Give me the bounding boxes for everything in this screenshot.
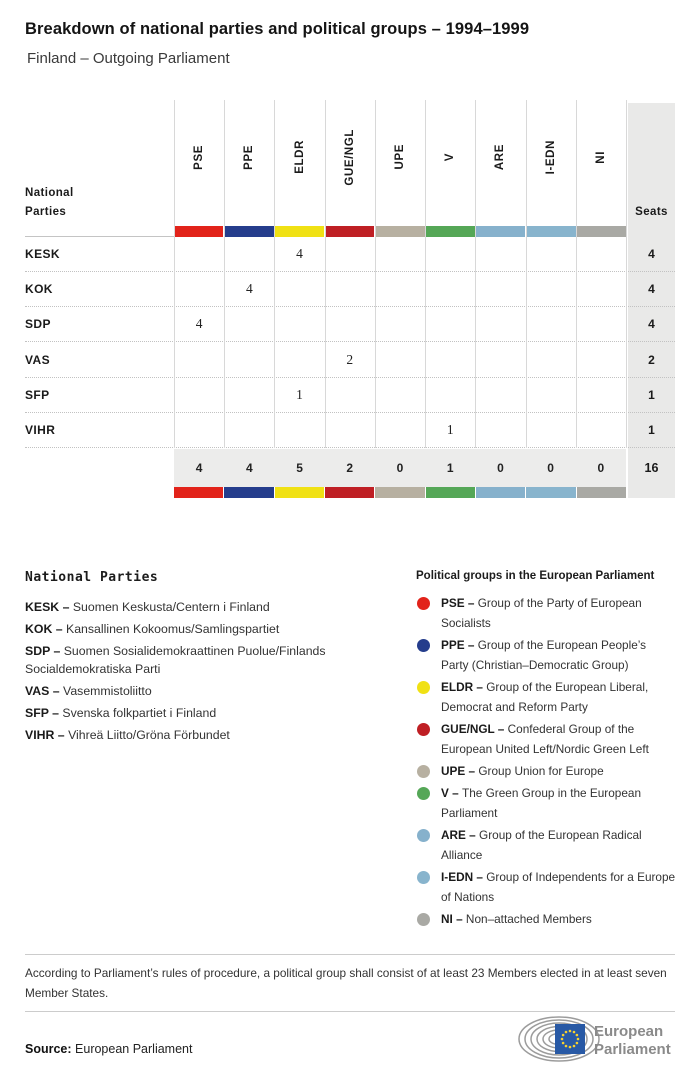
political-group-code: GUE/NGL –	[441, 722, 508, 736]
logo-text-line2: Parliament	[594, 1041, 671, 1058]
column-header-label: PPE	[243, 144, 256, 170]
political-group-name: The Green Group in the European Parliament	[441, 786, 642, 820]
column-header-I-EDN	[526, 100, 576, 226]
political-group-code: PPE –	[441, 638, 478, 652]
eu-flag-icon	[555, 1024, 585, 1054]
column-header-label: I-EDN	[544, 139, 557, 175]
group-color-dot-icon	[417, 639, 430, 652]
national-party-code: SFP –	[25, 706, 63, 720]
seat-cell: 4	[296, 246, 303, 262]
corner-label-line2: Parties	[25, 206, 67, 218]
table-row-SFP	[25, 378, 675, 413]
column-header-V	[425, 100, 475, 226]
color-bar-NI	[577, 487, 626, 498]
national-parties-legend-heading: National Parties	[25, 570, 159, 585]
color-bar-V	[426, 226, 476, 237]
column-header-PSE	[174, 100, 224, 226]
color-bar-ARE	[476, 487, 526, 498]
row-seats-value: 4	[648, 247, 655, 262]
national-party-item	[25, 726, 405, 744]
political-group-text	[441, 719, 676, 759]
political-group-text	[441, 635, 676, 675]
total-cell: 0	[497, 461, 504, 475]
color-bar-V	[426, 487, 476, 498]
political-group-code: PSE –	[441, 596, 478, 610]
total-cell: 0	[396, 461, 404, 475]
table-row-VAS	[25, 342, 675, 377]
national-party-item	[25, 598, 405, 616]
political-group-text	[441, 761, 676, 781]
color-bar-GUE/NGL	[325, 487, 375, 498]
national-party-name: Svenska folkpartiet i Finland	[62, 706, 217, 720]
logo-text-line1: European	[594, 1023, 664, 1040]
party-label: VAS	[25, 352, 50, 367]
column-header-PPE	[224, 100, 274, 226]
political-group-name: Confederal Group of the European United Left/Nordic Green Left	[441, 722, 649, 756]
seats-table	[25, 100, 675, 500]
row-cells	[174, 307, 626, 341]
political-group-name: Group of the European People’s Party (Christian–Democratic Group)	[441, 638, 647, 672]
color-bar-PSE	[174, 487, 224, 498]
column-header-NI	[576, 100, 626, 226]
page-title: Breakdown of national parties and political groups – 1994–1999	[25, 20, 530, 38]
national-parties-legend	[25, 570, 405, 748]
column-header-label: ELDR	[293, 140, 306, 174]
national-party-name: Vihreä Liitto/Gröna Förbundet	[68, 728, 230, 742]
column-header-label: V	[444, 152, 457, 162]
corner-label-line1: National	[25, 187, 74, 199]
source-line	[25, 1042, 192, 1056]
table-row-KOK	[25, 272, 675, 307]
political-group-text	[441, 909, 676, 929]
grid-vline	[174, 100, 175, 448]
political-group-code: ARE –	[441, 828, 480, 842]
grid-vline	[224, 100, 225, 448]
header-color-bar	[174, 226, 626, 237]
color-bar-PPE	[224, 226, 274, 237]
totals-row	[25, 449, 675, 487]
political-group-name: Group of Independents for a Europe of Nations	[441, 870, 676, 904]
political-group-text	[441, 867, 676, 907]
row-cells	[174, 272, 626, 306]
color-bar-ELDR	[275, 487, 325, 498]
political-group-text	[441, 677, 676, 717]
grid-vline	[425, 100, 426, 448]
total-cell: 5	[296, 461, 303, 475]
column-header-label: GUE/NGL	[343, 128, 356, 186]
group-color-dot-icon	[417, 723, 430, 736]
group-color-dot-icon	[417, 913, 430, 926]
page-subtitle: Finland – Outgoing Parliament	[27, 50, 230, 67]
national-party-code: VIHR –	[25, 728, 69, 742]
european-parliament-logo	[515, 1014, 675, 1069]
party-label: KESK	[25, 247, 60, 262]
political-group-item	[416, 593, 678, 633]
totals-seats-value: 16	[644, 461, 659, 475]
political-group-item	[416, 825, 678, 865]
political-group-name: Group of the European Radical Alliance	[441, 828, 642, 862]
national-party-item	[25, 620, 405, 638]
row-seats-value: 1	[648, 387, 655, 402]
party-label: VIHR	[25, 422, 56, 437]
national-party-item	[25, 704, 405, 722]
seat-cell: 1	[296, 386, 303, 402]
political-group-item	[416, 677, 678, 717]
seat-cell: 1	[446, 421, 454, 437]
national-party-item	[25, 642, 405, 678]
grid-vline	[325, 100, 326, 448]
grid-vline	[274, 100, 275, 448]
grid-vline	[475, 100, 476, 448]
political-groups-legend	[416, 570, 678, 931]
seat-cell: 4	[245, 281, 253, 297]
row-seats-value: 2	[648, 352, 655, 367]
color-bar-ARE	[476, 226, 526, 237]
group-color-dot-icon	[417, 765, 430, 778]
color-bar-I-EDN	[526, 487, 576, 498]
national-party-code: KOK –	[25, 622, 66, 636]
grid-vline	[375, 100, 376, 448]
total-cell: 0	[597, 461, 605, 475]
source-label: Source:	[25, 1042, 72, 1056]
seats-column-header: Seats	[635, 206, 668, 218]
seat-cell: 2	[346, 351, 354, 367]
totals-spacer	[25, 449, 174, 487]
political-group-name: Group of the European Liberal, Democrat and Reform Party	[441, 680, 649, 714]
total-cell: 0	[547, 461, 554, 475]
column-header-label: PSE	[193, 144, 206, 170]
political-group-name: Group of the Party of European Socialists	[441, 596, 642, 630]
row-cells	[174, 237, 626, 271]
column-header-UPE	[375, 100, 425, 226]
political-group-item	[416, 761, 678, 781]
table-rows	[25, 237, 675, 448]
national-party-code: VAS –	[25, 684, 64, 698]
group-color-dot-icon	[417, 597, 430, 610]
total-cell: 1	[446, 461, 454, 475]
political-groups-legend-items	[416, 593, 678, 929]
political-group-item	[416, 783, 678, 823]
political-group-item	[416, 719, 678, 759]
political-group-item	[416, 867, 678, 907]
party-label: SFP	[25, 387, 50, 402]
national-party-name: Vasemmistoliitto	[63, 684, 152, 698]
column-header-label: UPE	[393, 144, 406, 170]
political-group-code: NI –	[441, 912, 466, 926]
political-group-code: UPE –	[441, 764, 479, 778]
row-cells	[174, 342, 626, 376]
national-party-name: Suomen Keskusta/Centern i Finland	[72, 600, 270, 614]
national-party-item	[25, 682, 405, 700]
political-group-name: Group Union for Europe	[478, 764, 604, 778]
column-header-ELDR	[274, 100, 324, 226]
ep-logo-graphic	[515, 1014, 675, 1064]
footer-color-bar	[174, 487, 626, 498]
national-parties-corner-label	[25, 100, 174, 226]
grid-vline	[526, 100, 527, 448]
group-color-dot-icon	[417, 681, 430, 694]
table-row-SDP	[25, 307, 675, 342]
group-color-dot-icon	[417, 871, 430, 884]
grid-vline	[576, 100, 577, 448]
national-party-name: Suomen Sosialidemokraattinen Puolue/Finlands Socialdemokratiska Parti	[25, 644, 326, 676]
source-value: European Parliament	[75, 1042, 193, 1056]
column-header-label: ARE	[494, 143, 507, 171]
color-bar-GUE/NGL	[325, 226, 375, 237]
color-bar-PSE	[174, 226, 224, 237]
party-label: SDP	[25, 317, 51, 332]
color-bar-I-EDN	[526, 226, 576, 237]
seat-cell: 4	[195, 316, 203, 332]
color-bar-PPE	[224, 487, 274, 498]
column-header-label: NI	[594, 150, 607, 164]
row-seats-value: 4	[648, 317, 655, 332]
column-header-ARE	[475, 100, 525, 226]
political-group-name: Non–attached Members	[465, 912, 592, 926]
national-party-name: Kansallinen Kokoomus/Samlingspartiet	[66, 622, 280, 636]
color-bar-NI	[577, 226, 626, 237]
total-cell: 4	[195, 461, 203, 475]
color-bar-UPE	[375, 226, 425, 237]
row-cells	[174, 413, 626, 447]
grid-vline	[626, 100, 627, 448]
political-group-text	[441, 593, 676, 633]
color-bar-ELDR	[275, 226, 325, 237]
total-cell: 2	[346, 461, 354, 475]
party-label: KOK	[25, 282, 53, 297]
political-group-code: ELDR –	[441, 680, 487, 694]
row-seats-value: 4	[648, 282, 655, 297]
column-header-GUE/NGL	[325, 100, 375, 226]
group-color-dot-icon	[417, 787, 430, 800]
political-group-text	[441, 825, 676, 865]
national-parties-legend-items	[25, 598, 405, 744]
row-cells	[174, 378, 626, 412]
group-color-dot-icon	[417, 829, 430, 842]
national-party-code: KESK –	[25, 600, 73, 614]
table-row-KESK	[25, 237, 675, 272]
table-row-VIHR	[25, 413, 675, 448]
totals-cells	[174, 449, 626, 487]
group-columns	[174, 100, 626, 226]
row-seats-value: 1	[648, 422, 655, 437]
total-cell: 4	[245, 461, 253, 475]
political-group-code: I-EDN –	[441, 870, 487, 884]
political-group-item	[416, 909, 678, 929]
color-bar-UPE	[375, 487, 425, 498]
national-party-code: SDP –	[25, 644, 64, 658]
footnote: According to Parliament’s rules of procedure, a political group shall consist of at least 23 Members elected in at least seven Member States.	[25, 954, 675, 1012]
political-group-item	[416, 635, 678, 675]
political-groups-legend-heading: Political groups in the European Parliament	[416, 570, 655, 582]
political-group-text	[441, 783, 676, 823]
political-group-code: V –	[441, 786, 462, 800]
